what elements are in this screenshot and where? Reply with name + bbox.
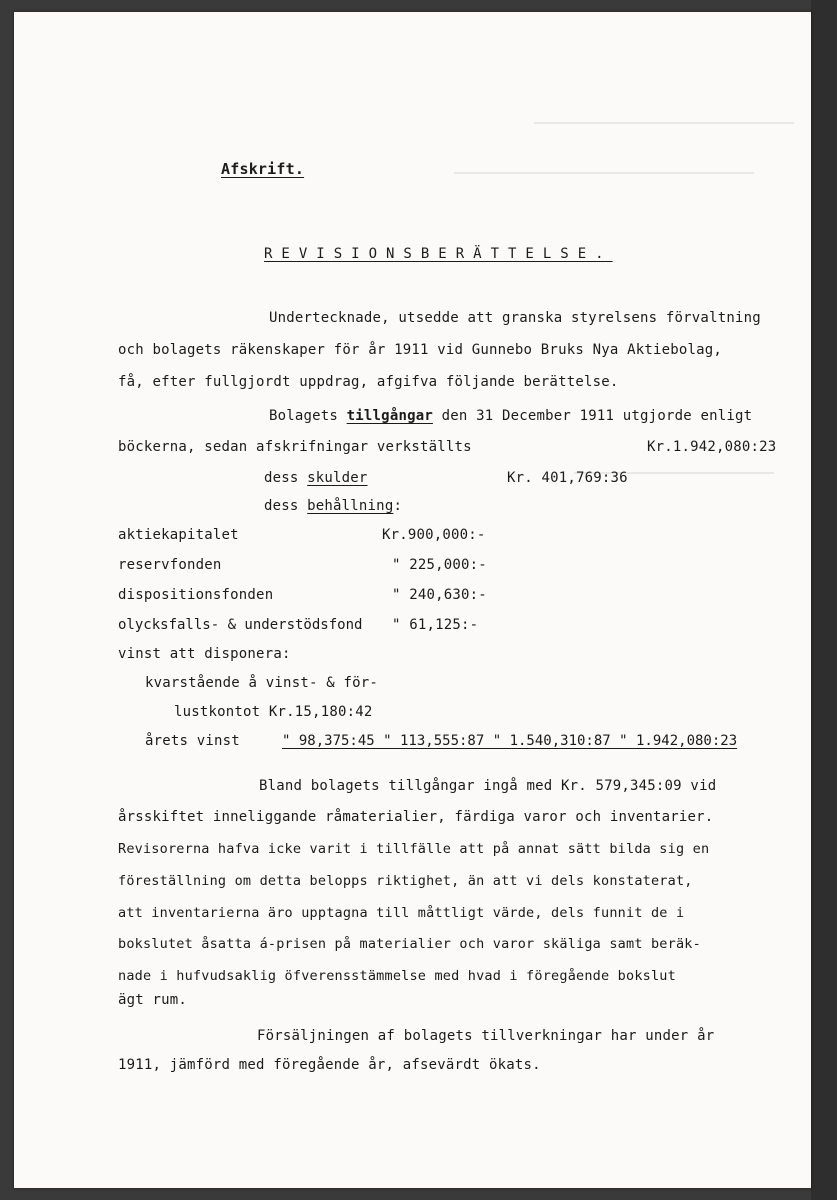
fund-label: aktiekapitalet: [118, 527, 239, 543]
assets-prefix: Bolagets: [269, 408, 347, 424]
body-line: bokslutet åsatta á-prisen på materialier och varor skäliga samt beräk-: [118, 936, 701, 952]
books-amount: Kr.1.942,080:23: [647, 439, 777, 455]
bleed-through-mark: [534, 122, 794, 127]
holding-prefix: dess: [264, 498, 308, 514]
document-title: REVISIONSBERÄTTELSE.: [264, 246, 613, 262]
body-line: Bland bolagets tillgångar ingå med Kr. 579,345:09 vid: [259, 778, 717, 794]
books-text: böckerna, sedan afskrifningar verkställts: [118, 439, 472, 455]
debts-line: [264, 470, 368, 486]
fund-amount: " 61,125:-: [392, 617, 479, 633]
fund-amount: " 240,630:-: [392, 587, 487, 603]
holding-suffix: :: [393, 498, 403, 514]
header-afskrift: Afskrift.: [221, 160, 305, 178]
closing-line: 1911, jämförd med föregående år, afsevärdt ökats.: [118, 1057, 541, 1073]
profit-heading: vinst att disponera:: [118, 646, 291, 662]
document-page: [14, 12, 811, 1188]
profit-carried-line-1: kvarstående å vinst- & för-: [145, 675, 378, 691]
fund-amount: " 225,000:-: [392, 557, 487, 573]
assets-underlined: tillgångar: [346, 408, 433, 424]
intro-line-1: Undertecknade, utsedde att granska styrelsens förvaltning: [269, 310, 761, 326]
bleed-through-mark: [454, 172, 754, 176]
profit-carried-line-2: lustkontot Kr.15,180:42: [174, 704, 373, 720]
holding-underlined: behållning: [307, 498, 394, 514]
body-line: årsskiftet inneliggande råmaterialier, färdiga varor och inventarier.: [118, 809, 714, 825]
assets-line: [269, 408, 752, 424]
profit-year-amounts: " 98,375:45 " 113,555:87 " 1.540,310:87 " 1.942,080:23: [282, 733, 738, 749]
fund-label: reservfonden: [118, 557, 222, 573]
debts-amount: Kr. 401,769:36: [507, 470, 628, 486]
scan-border: [811, 0, 837, 1200]
debts-prefix: dess: [264, 470, 308, 486]
closing-line: Försäljningen af bolagets tillverkningar har under år: [257, 1028, 715, 1044]
profit-year-label: årets vinst: [145, 733, 240, 749]
body-line: nade i hufvudsaklig öfverensstämmelse med hvad i föregående bokslut: [118, 968, 676, 984]
fund-label: olycksfalls- & understödsfond: [118, 617, 363, 633]
intro-line-2: och bolagets räkenskaper för år 1911 vid Gunnebo Bruks Nya Aktiebolag,: [118, 342, 723, 358]
fund-amount: Kr.900,000:-: [382, 527, 486, 543]
body-line: föreställning om detta belopps riktighet, än att vi dels konstaterat,: [118, 873, 693, 889]
intro-line-3: få, efter fullgjordt uppdrag, afgifva följande berättelse.: [118, 374, 619, 390]
assets-suffix: den 31 December 1911 utgjorde enligt: [432, 408, 753, 424]
body-line: Revisorerna hafva icke varit i tillfälle att på annat sätt bilda sig en: [118, 841, 710, 857]
body-line: att inventarierna äro upptagna till måttligt värde, dels funnit de i: [118, 905, 685, 921]
fund-label: dispositionsfonden: [118, 587, 274, 603]
holding-line: [264, 498, 402, 514]
debts-underlined: skulder: [307, 470, 368, 486]
body-line: ägt rum.: [118, 992, 188, 1008]
